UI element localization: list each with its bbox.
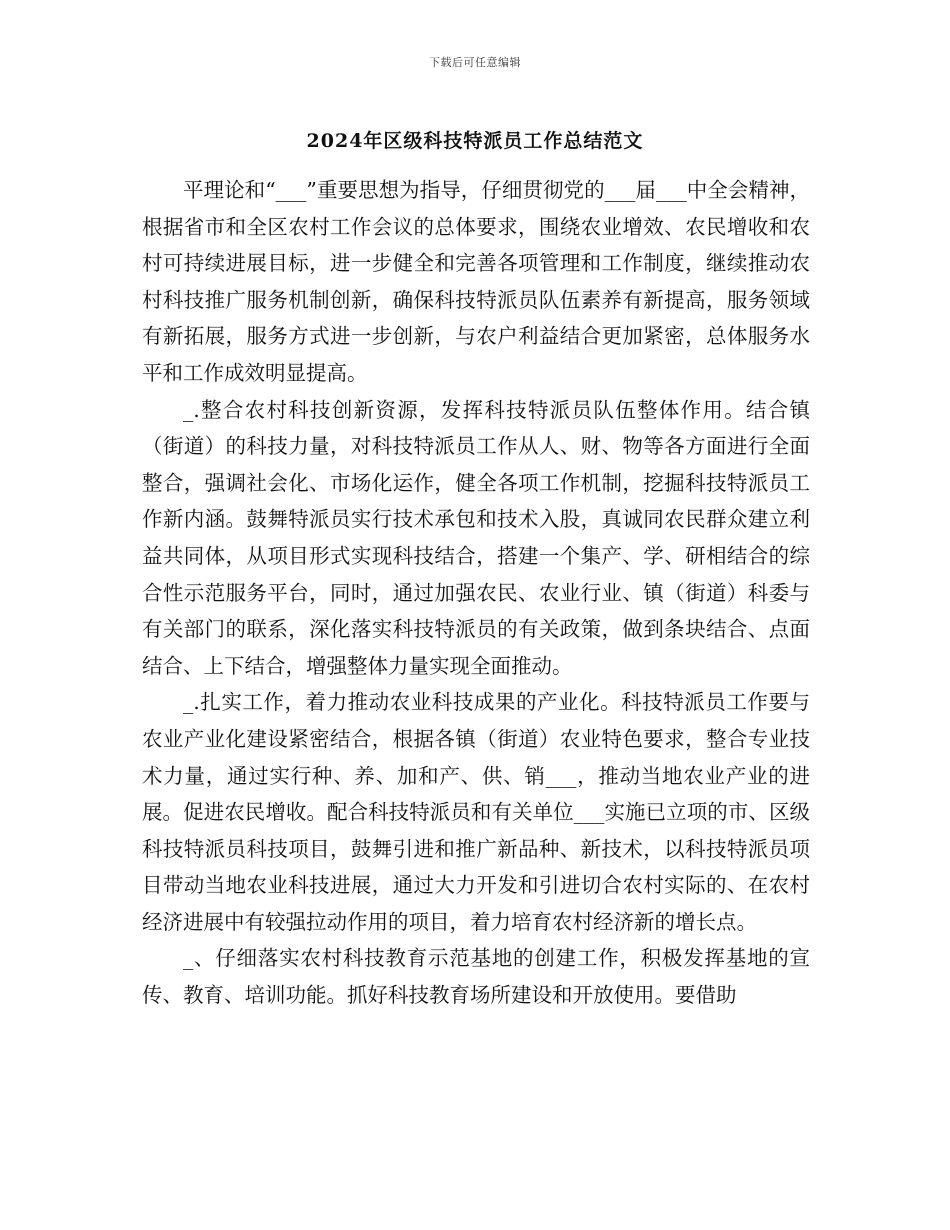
paragraph-education-base: _、仔细落实农村科技教育示范基地的创建工作，积极发挥基地的宣传、教育、培训功能。抓好科技教育场所建设和开放使用。要借助 [142,946,810,1008]
paragraph-integration: _.整合农村科技创新资源，发挥科技特派员队伍整体作用。结合镇（街道）的科技力量，对科技特派员工作从人、财、物等各方面进行全面整合，强调社会化、市场化运作，健全各项工作机制，挖掘科技特派员工作新内涵。鼓舞特派员实行技术承包和技术入股，真诚同农民群众建立利益共同体，从项目形式实现科技结合，搭建一个集产、学、研相结合的综合性示范服务平台，同时，通过加强农民、农业行业、镇（街道）科委与有关部门的联系，深化落实科技特派员的有关政策，做到条块结合、点面结合、上下结合，增强整体力量实现全面推动。 [142,397,810,678]
header-note: 下载后可任意编辑 [429,56,521,69]
document-body [142,172,810,1014]
paragraph-industrialization: _.扎实工作，着力推动农业科技成果的产业化。科技特派员工作要与农业产业化建设紧密结合，根据各镇（街道）农业特色要求，整合专业技术力量，通过实行种、养、加和产、供、销___，推动当地农业产业的进展。促进农民增收。配合科技特派员和有关单位___实施已立项的市、区级科技特派员科技项目，鼓舞引进和推广新品种、新技术，以科技特派员项目带动当地农业科技进展，通过大力开发和引进切合农村实际的、在农村经济进展中有较强拉动作用的项目，着力培育农村经济新的增长点。 [142,690,810,934]
document-title: 2024年区级科技特派员工作总结范文 [306,130,644,152]
paragraph-intro: 平理论和“___”重要思想为指导，仔细贯彻党的___届___中全会精神，根据省市和全区农村工作会议的总体要求，围绕农业增效、农民增收和农村可持续进展目标，进一步健全和完善各项管理和工作制度，继续推动农村科技推广服务机制创新，确保科技特派员队伍素养有新提高，服务领域有新拓展，服务方式进一步创新，与农户利益结合更加紧密，总体服务水平和工作成效明显提高。 [142,178,810,385]
